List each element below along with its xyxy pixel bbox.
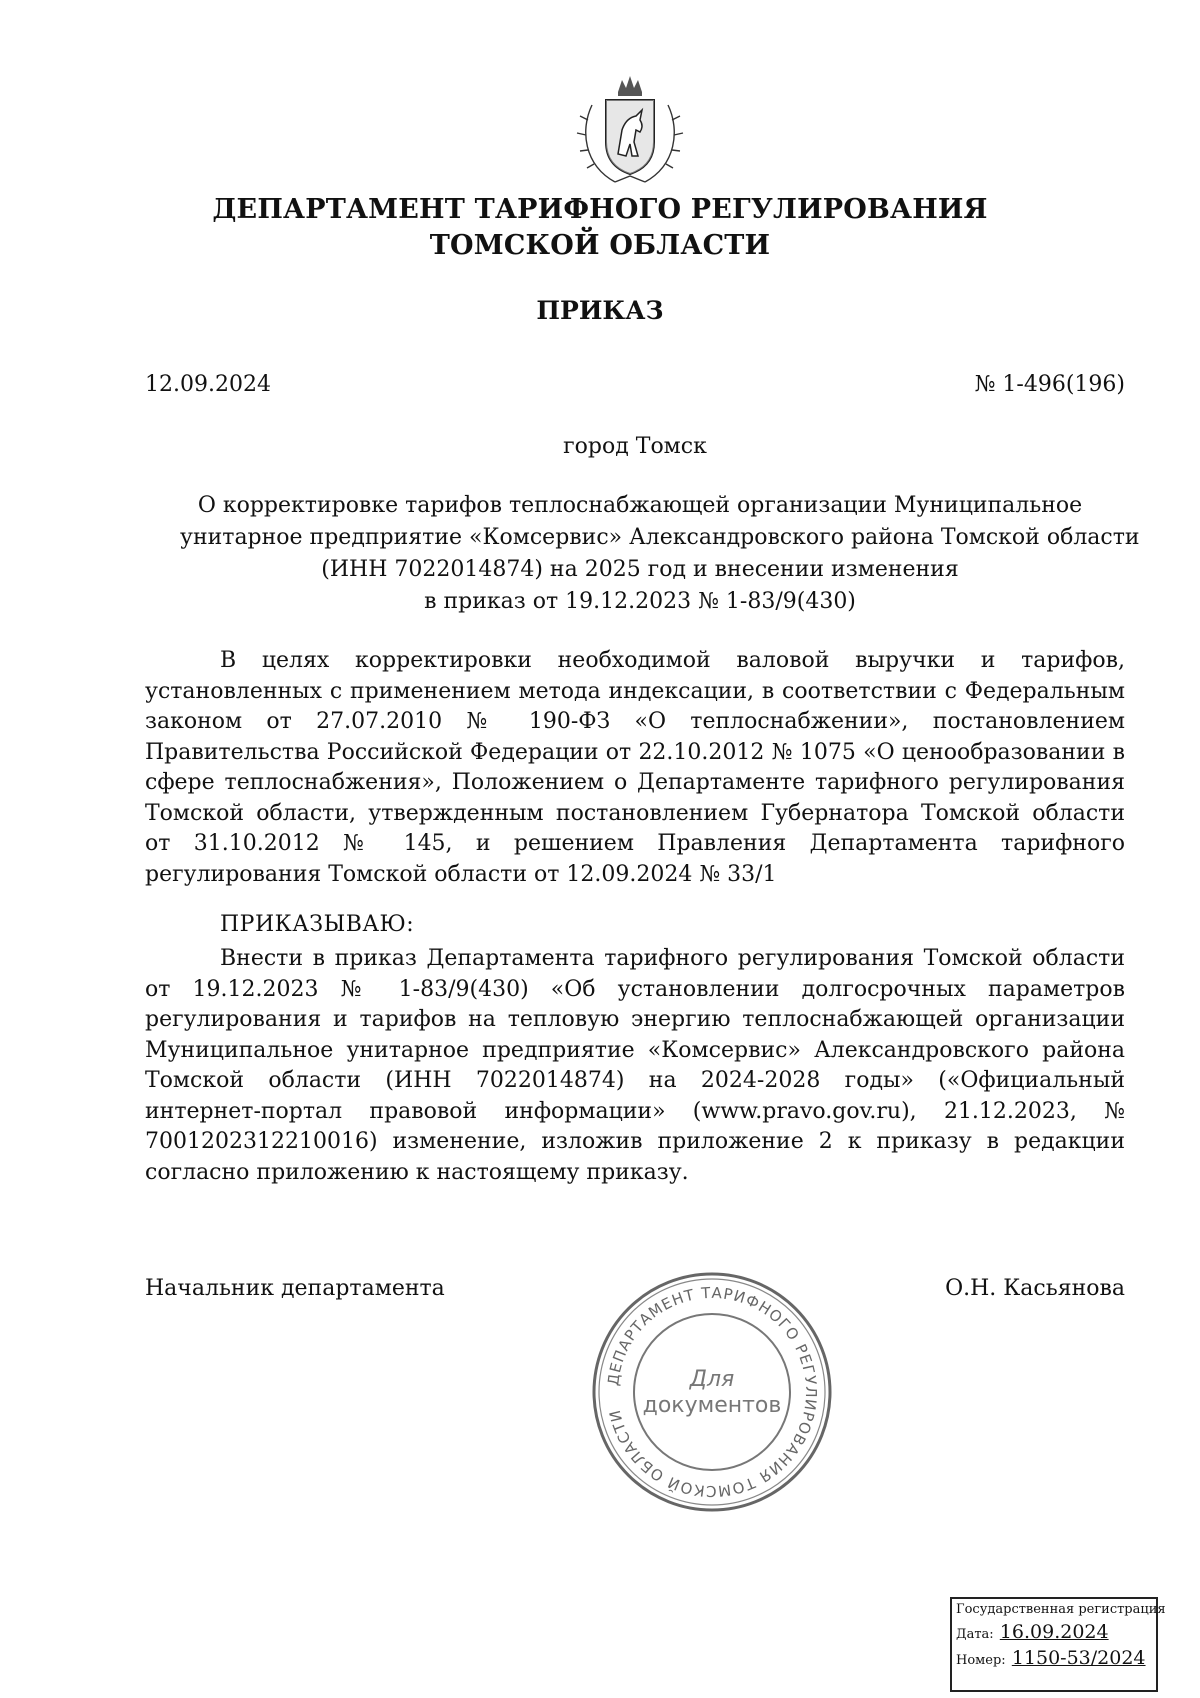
order-word: ПРИКАЗЫВАЮ: (220, 912, 415, 937)
subject-line: О корректировке тарифов теплоснабжающей организации Муниципальное (197, 493, 1083, 518)
preamble-paragraph (145, 646, 1125, 890)
registration-title: Государственная регистрация (956, 1602, 1166, 1617)
seal-center-line1: Для (689, 1367, 735, 1392)
registration-number-value: 1150-53/2024 (1011, 1647, 1146, 1669)
preamble-text: В целях корректировки необходимой валовой выручки и тарифов, установленных с применением метода индексации, в соответствии с Федеральным законом от 27.07.2010 № 190-ФЗ «О теплоснабжении», постановлением Правительства Российской Федерации от 22.10.2012 № 1075 «О ценообразовании в сфере теплоснабжения», Положением о Департаменте тарифного регулирования Томской области, утвержденным постановлением Губернатора Томской области от 31.10.2012 № 145, и решением Правления Департамента тарифного регулирования Томской области от 12.09.2024 № 33/1 (145, 648, 1125, 887)
seal-center-line2: документов (642, 1393, 782, 1418)
document-type: ПРИКАЗ (536, 296, 664, 325)
subject-line: в приказ от 19.12.2023 № 1-83/9(430) (424, 589, 856, 614)
department-name-line2: ТОМСКОЙ ОБЛАСТИ (429, 230, 771, 261)
registration-date-value: 16.09.2024 (999, 1621, 1109, 1643)
document-number: № 1-496(196) (974, 372, 1125, 397)
official-seal-stamp (588, 1268, 836, 1516)
order-text: Внести в приказ Департамента тарифного регулирования Томской области от 19.12.2023 № 1-83/9(430) «Об установлении долгосрочных параметров регулирования и тарифов на тепловую энергию теплоснабжающей организации Муниципальное унитарное предприятие «Комсервис» Александровского района Томской области (ИНН 7022014874) на 2024-2028 годы» («Официальный интернет-портал правовой информации» (www.pravo.gov.ru), 21.12.2023, № 7001202312210016) изменение, изложив приложение 2 к приказу в редакции согласно приложению к настоящему приказу. (145, 946, 1125, 1185)
department-name-line1: ДЕПАРТАМЕНТ ТАРИФНОГО РЕГУЛИРОВАНИЯ (212, 194, 988, 225)
department-header (145, 192, 1055, 264)
registration-number-label: Номер: (956, 1653, 1006, 1668)
document-date: 12.09.2024 (145, 372, 271, 397)
signatory-name: О.Н. Касьянова (945, 1276, 1125, 1301)
document-subject (180, 490, 1140, 618)
subject-line: унитарное предприятие «Комсервис» Александровского района Томской области (180, 525, 1140, 550)
coat-of-arms-icon (570, 70, 690, 190)
signatory-position: Начальник департамента (145, 1276, 445, 1301)
seal-ring-text: ДЕПАРТАМЕНТ ТАРИФНОГО РЕГУЛИРОВАНИЯ ТОМСКОЙ ОБЛАСТИ (604, 1283, 821, 1501)
document-city: город Томск (563, 434, 707, 459)
subject-line: (ИНН 7022014874) на 2025 год и внесении изменения (321, 557, 959, 582)
registration-stamp (950, 1597, 1166, 1692)
order-paragraph (145, 944, 1125, 1188)
registration-date-label: Дата: (956, 1627, 994, 1642)
